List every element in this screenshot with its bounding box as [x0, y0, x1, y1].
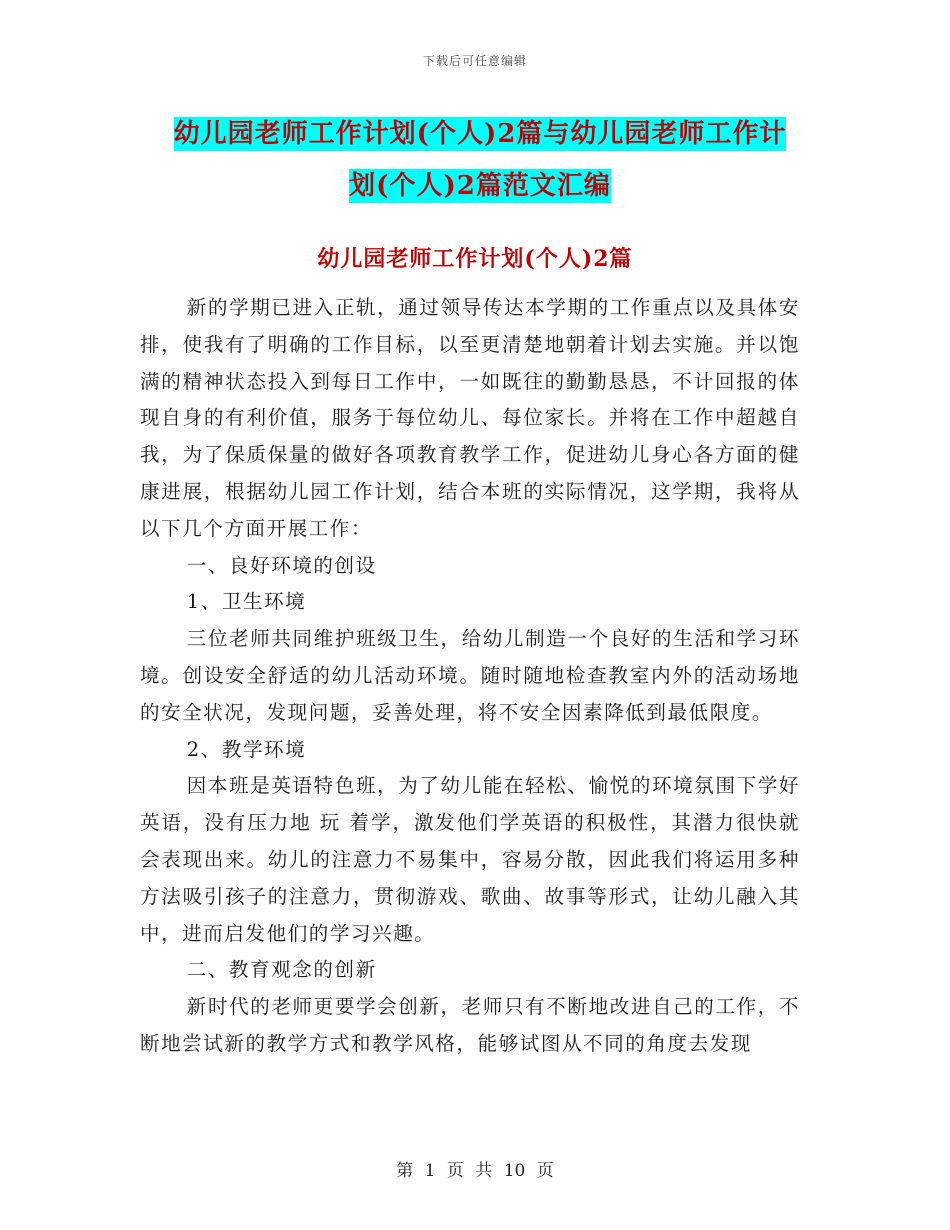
subheading-teaching: 2、教学环境: [186, 737, 307, 761]
heading-environment: 一、良好环境的创设: [186, 553, 377, 577]
paragraph-innovation: 新时代的老师更要学会创新，老师只有不断地改进自己的工作，不断地尝试新的教学方式和教学风格，能够试图从不同的角度去发现: [140, 995, 800, 1055]
paragraph-intro: 新的学期已进入正轨，通过领导传达本学期的工作重点以及具体安排，使我有了明确的工作目标，以至更清楚地朝着计划去实施。并以饱满的精神状态投入到每日工作中，一如既往的勤勤恳恳，不计回报的体现自身的有利价值，服务于每位幼儿、每位家长。并将在工作中超越自我，为了保质保量的做好各项教育教学工作，促进幼儿身心各方面的健康进展，根据幼儿园工作计划，结合本班的实际情况，这学期，我将从以下几个方面开展工作：: [140, 296, 800, 540]
document-title: [140, 108, 820, 212]
document-body: [140, 290, 800, 1063]
paragraph-teaching: 因本班是英语特色班，为了幼儿能在轻松、愉悦的环境氛围下学好英语，没有压力地 玩 着学，激发他们学英语的积极性，其潜力很快就会表现出来。幼儿的注意力不易集中，容易分散，因此我们将运用多种方法吸引孩子的注意力，贯彻游戏、歌曲、故事等形式，让幼儿融入其中，进而启发他们的学习兴趣。: [140, 774, 800, 945]
subheading-hygiene: 1、卫生环境: [186, 590, 307, 614]
document-title-line-2: 划(个人)2篇范文汇编: [349, 171, 611, 201]
heading-innovation: 二、教育观念的创新: [186, 958, 377, 982]
page-footer-number: 第 1 页 共 10 页: [396, 1161, 554, 1181]
section-title: 幼儿园老师工作计划(个人)2篇: [317, 246, 633, 272]
paragraph-hygiene: 三位老师共同维护班级卫生，给幼儿制造一个良好的生活和学习环境。创设安全舒适的幼儿活动环境。随时随地检查教室内外的活动场地的安全状况，发现问题，妥善处理，将不安全因素降低到最低限度。: [140, 627, 800, 724]
page-header-note: 下载后可任意编辑: [422, 54, 527, 68]
document-title-line-1: 幼儿园老师工作计划(个人)2篇与幼儿园老师工作计: [173, 119, 787, 149]
